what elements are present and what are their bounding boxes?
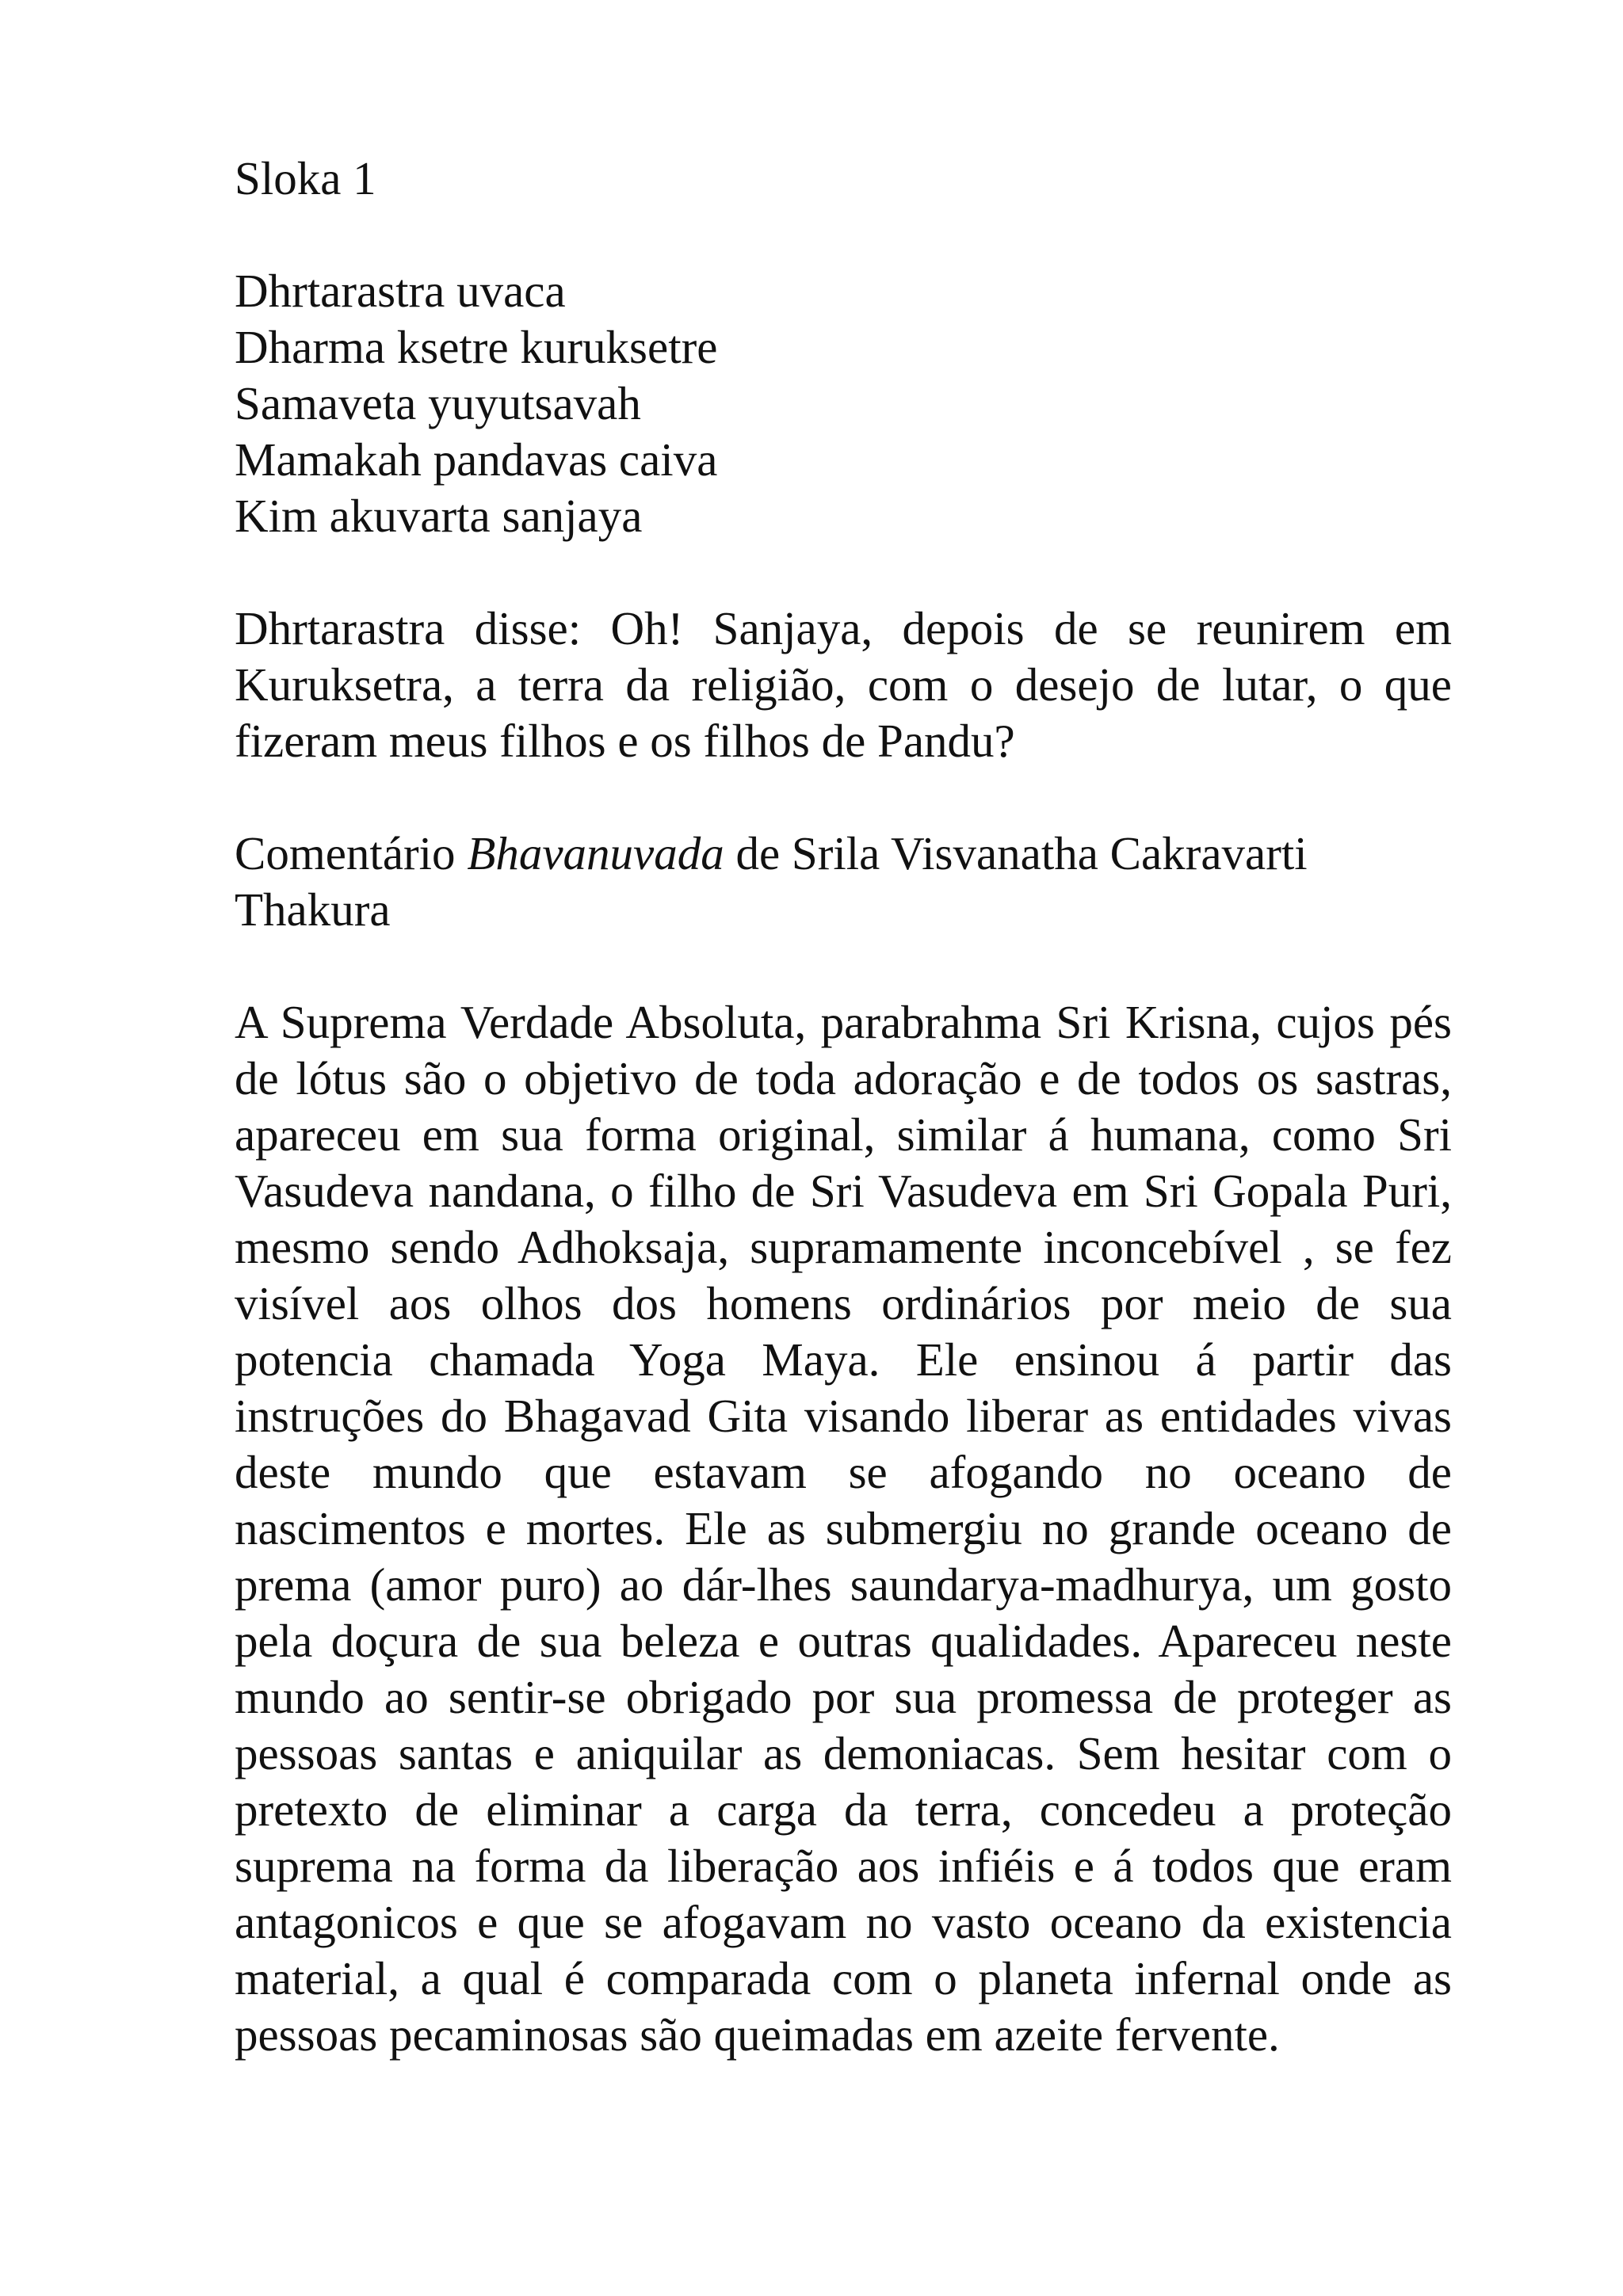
commentary-title [235,826,1452,938]
commentary-title-suffix: de Srila Visvanatha Cakravarti Thakura [235,827,1308,936]
verse-line: Mamakah pandavas caiva [235,433,718,486]
translation-paragraph: Dhrtarastra disse: Oh! Sanjaya, depois de se reunirem em Kuruksetra, a terra da religião, com o desejo de lutar, o que fizeram meus filhos e os filhos de Pandu? [235,602,1452,767]
document-page [235,151,1452,2063]
commentary-title-prefix: Comentário [235,827,456,879]
commentary-title-work: Bhavanuvada [467,827,724,879]
verse-line: Dharma ksetre kuruksetre [235,321,718,373]
sloka-heading: Sloka 1 [235,152,376,204]
verse-line: Kim akuvarta sanjaya [235,490,643,542]
commentary-paragraph: A Suprema Verdade Absoluta, parabrahma Sri Krisna, cujos pés de lótus são o objetivo de toda adoração e de todos os sastras, apareceu em sua forma original, similar á humana, como Sri Vasudeva nandana, o filho de Sri Vasudeva em Sri Gopala Puri, mesmo sendo Adhoksaja, supramamente inconcebível , se fez visível aos olhos dos homens ordinários por meio de sua potencia chamada Yoga Maya. Ele ensinou á partir das instruções do Bhagavad Gita visando liberar as entidades vivas deste mundo que estavam se afogando no oceano de nascimentos e mortes. Ele as submergiu no grande oceano de prema (amor puro) ao dár-lhes saundarya-madhurya, um gosto pela doçura de sua beleza e outras qualidades. Apareceu neste mundo ao sentir-se obrigado por sua promessa de proteger as pessoas santas e aniquilar as demoniacas. Sem hesitar com o pretexto de eliminar a carga da terra, concedeu a proteção suprema na forma da liberação aos infiéis e á todos que eram antagonicos e que se afogavam no vasto oceano da existencia material, a qual é comparada com o planeta infernal onde as pessoas pecaminosas são queimadas em azeite fervente. [235,996,1452,2061]
verse-line: Samaveta yuyutsavah [235,377,641,429]
verse-line: Dhrtarastra uvaca [235,265,566,317]
verse-block [235,263,1452,544]
